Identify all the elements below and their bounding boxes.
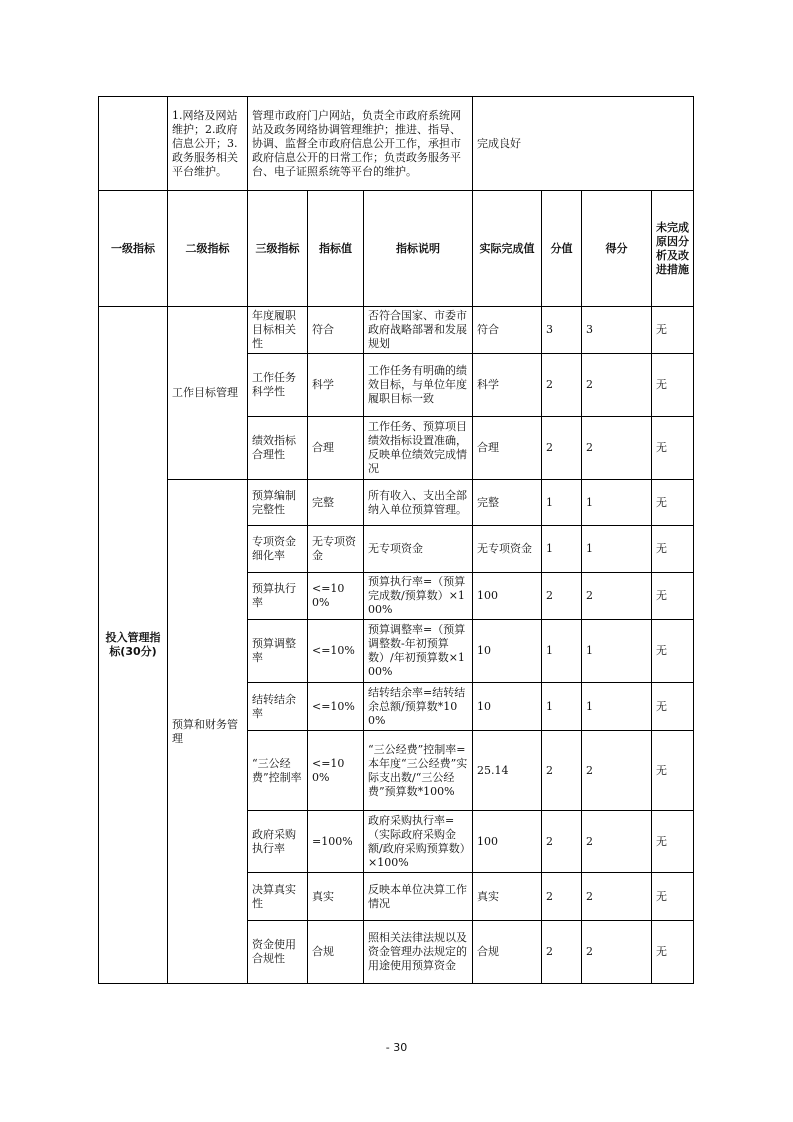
note-cell: 无 xyxy=(652,731,694,811)
result-cell: 完成良好 xyxy=(473,97,694,191)
desc-cell: “三公经费”控制率=本年度“三公经费”实际支出数/“三公经费”预算数*100% xyxy=(364,731,473,811)
page-number: - 30 xyxy=(385,1041,408,1054)
actual-cell: 10 xyxy=(473,620,542,683)
desc-cell: 所有收入、支出全部纳入单位预算管理。 xyxy=(364,480,473,526)
got-cell: 1 xyxy=(582,480,652,526)
actual-cell: 符合 xyxy=(473,307,542,354)
target-cell: 合理 xyxy=(308,417,364,480)
table-row xyxy=(99,97,694,191)
score-cell: 2 xyxy=(542,873,582,921)
actual-cell: 100 xyxy=(473,811,542,873)
note-cell: 无 xyxy=(652,480,694,526)
target-cell: 完整 xyxy=(308,480,364,526)
got-cell: 2 xyxy=(582,417,652,480)
actual-cell: 真实 xyxy=(473,873,542,921)
actual-cell: 科学 xyxy=(473,354,542,417)
got-cell: 2 xyxy=(582,811,652,873)
actual-cell: 25.14 xyxy=(473,731,542,811)
got-cell: 1 xyxy=(582,683,652,731)
note-cell: 无 xyxy=(652,873,694,921)
got-cell: 2 xyxy=(582,573,652,620)
target-cell: =100% xyxy=(308,811,364,873)
desc-cell: 预算执行率=（预算完成数/预算数）×100% xyxy=(364,573,473,620)
note-cell: 无 xyxy=(652,526,694,573)
header-cell: 指标值 xyxy=(308,191,364,307)
level3-cell: 决算真实性 xyxy=(248,873,308,921)
performance-table xyxy=(98,96,694,984)
desc-cell: 反映本单位决算工作情况 xyxy=(364,873,473,921)
level3-cell: 政府采购执行率 xyxy=(248,811,308,873)
target-cell: <=100% xyxy=(308,573,364,620)
target-cell: <=100% xyxy=(308,731,364,811)
desc-cell: 无专项资金 xyxy=(364,526,473,573)
header-cell: 实际完成值 xyxy=(473,191,542,307)
note-cell: 无 xyxy=(652,417,694,480)
table-cell xyxy=(99,97,168,191)
got-cell: 2 xyxy=(582,873,652,921)
table-row xyxy=(99,307,694,354)
level3-cell: 结转结余率 xyxy=(248,683,308,731)
actual-cell: 10 xyxy=(473,683,542,731)
score-cell: 2 xyxy=(542,921,582,984)
desc-cell: 结转结余率=结转结余总额/预算数*100% xyxy=(364,683,473,731)
actual-cell: 无专项资金 xyxy=(473,526,542,573)
note-cell: 无 xyxy=(652,354,694,417)
score-cell: 1 xyxy=(542,526,582,573)
target-cell: 科学 xyxy=(308,354,364,417)
level3-cell: 绩效指标合理性 xyxy=(248,417,308,480)
desc-cell: 工作任务、预算项目绩效指标设置准确，反映单位绩效完成情况 xyxy=(364,417,473,480)
level1-cell: 投入管理指标(30分) xyxy=(99,307,168,984)
target-cell: 合规 xyxy=(308,921,364,984)
note-cell: 无 xyxy=(652,573,694,620)
header-cell: 三级指标 xyxy=(248,191,308,307)
header-cell: 分值 xyxy=(542,191,582,307)
score-cell: 3 xyxy=(542,307,582,354)
actual-cell: 合规 xyxy=(473,921,542,984)
header-cell: 指标说明 xyxy=(364,191,473,307)
note-cell: 无 xyxy=(652,620,694,683)
table-row xyxy=(99,480,694,526)
level2-cell: 预算和财务管理 xyxy=(168,480,248,984)
description-cell: 管理市政府门户网站，负责全市政府系统网站及政务网络协调管理维护；推进、指导、协调、监督全市政府信息公开工作，承担市政府信息公开的日常工作；负责政务服务平台、电子证照系统等平台的维护。 xyxy=(248,97,473,191)
header-cell: 得分 xyxy=(582,191,652,307)
score-cell: 1 xyxy=(542,480,582,526)
note-cell: 无 xyxy=(652,307,694,354)
target-cell: <=10% xyxy=(308,683,364,731)
desc-cell: 政府采购执行率=（实际政府采购金额/政府采购预算数）×100% xyxy=(364,811,473,873)
level3-cell: 资金使用合规性 xyxy=(248,921,308,984)
target-cell: 符合 xyxy=(308,307,364,354)
level3-cell: 年度履职目标相关性 xyxy=(248,307,308,354)
score-cell: 1 xyxy=(542,620,582,683)
level3-cell: “三公经费”控制率 xyxy=(248,731,308,811)
desc-cell: 照相关法律法规以及资金管理办法规定的用途使用预算资金 xyxy=(364,921,473,984)
got-cell: 1 xyxy=(582,620,652,683)
desc-cell: 预算调整率=（预算调整数-年初预算数）/年初预算数×100% xyxy=(364,620,473,683)
got-cell: 2 xyxy=(582,921,652,984)
got-cell: 3 xyxy=(582,307,652,354)
note-cell: 无 xyxy=(652,811,694,873)
note-cell: 无 xyxy=(652,683,694,731)
note-cell: 无 xyxy=(652,921,694,984)
score-cell: 2 xyxy=(542,417,582,480)
level3-cell: 工作任务科学性 xyxy=(248,354,308,417)
actual-cell: 合理 xyxy=(473,417,542,480)
level3-cell: 预算调整率 xyxy=(248,620,308,683)
level2-cell: 工作目标管理 xyxy=(168,307,248,480)
score-cell: 2 xyxy=(542,354,582,417)
target-cell: 无专项资金 xyxy=(308,526,364,573)
header-cell: 未完成原因分析及改进措施 xyxy=(652,191,694,307)
secondary-cell: 1.网络及网站维护；2.政府信息公开；3.政务服务相关平台维护。 xyxy=(168,97,248,191)
target-cell: <=10% xyxy=(308,620,364,683)
desc-cell: 工作任务有明确的绩效目标，与单位年度履职目标一致 xyxy=(364,354,473,417)
header-cell: 一级指标 xyxy=(99,191,168,307)
actual-cell: 完整 xyxy=(473,480,542,526)
score-cell: 2 xyxy=(542,573,582,620)
level3-cell: 预算执行率 xyxy=(248,573,308,620)
got-cell: 2 xyxy=(582,731,652,811)
got-cell: 1 xyxy=(582,526,652,573)
header-row xyxy=(99,191,694,307)
level3-cell: 专项资金细化率 xyxy=(248,526,308,573)
got-cell: 2 xyxy=(582,354,652,417)
score-cell: 2 xyxy=(542,731,582,811)
actual-cell: 100 xyxy=(473,573,542,620)
target-cell: 真实 xyxy=(308,873,364,921)
desc-cell: 否符合国家、市委市政府战略部署和发展规划 xyxy=(364,307,473,354)
header-cell: 二级指标 xyxy=(168,191,248,307)
score-cell: 2 xyxy=(542,811,582,873)
level3-cell: 预算编制完整性 xyxy=(248,480,308,526)
score-cell: 1 xyxy=(542,683,582,731)
